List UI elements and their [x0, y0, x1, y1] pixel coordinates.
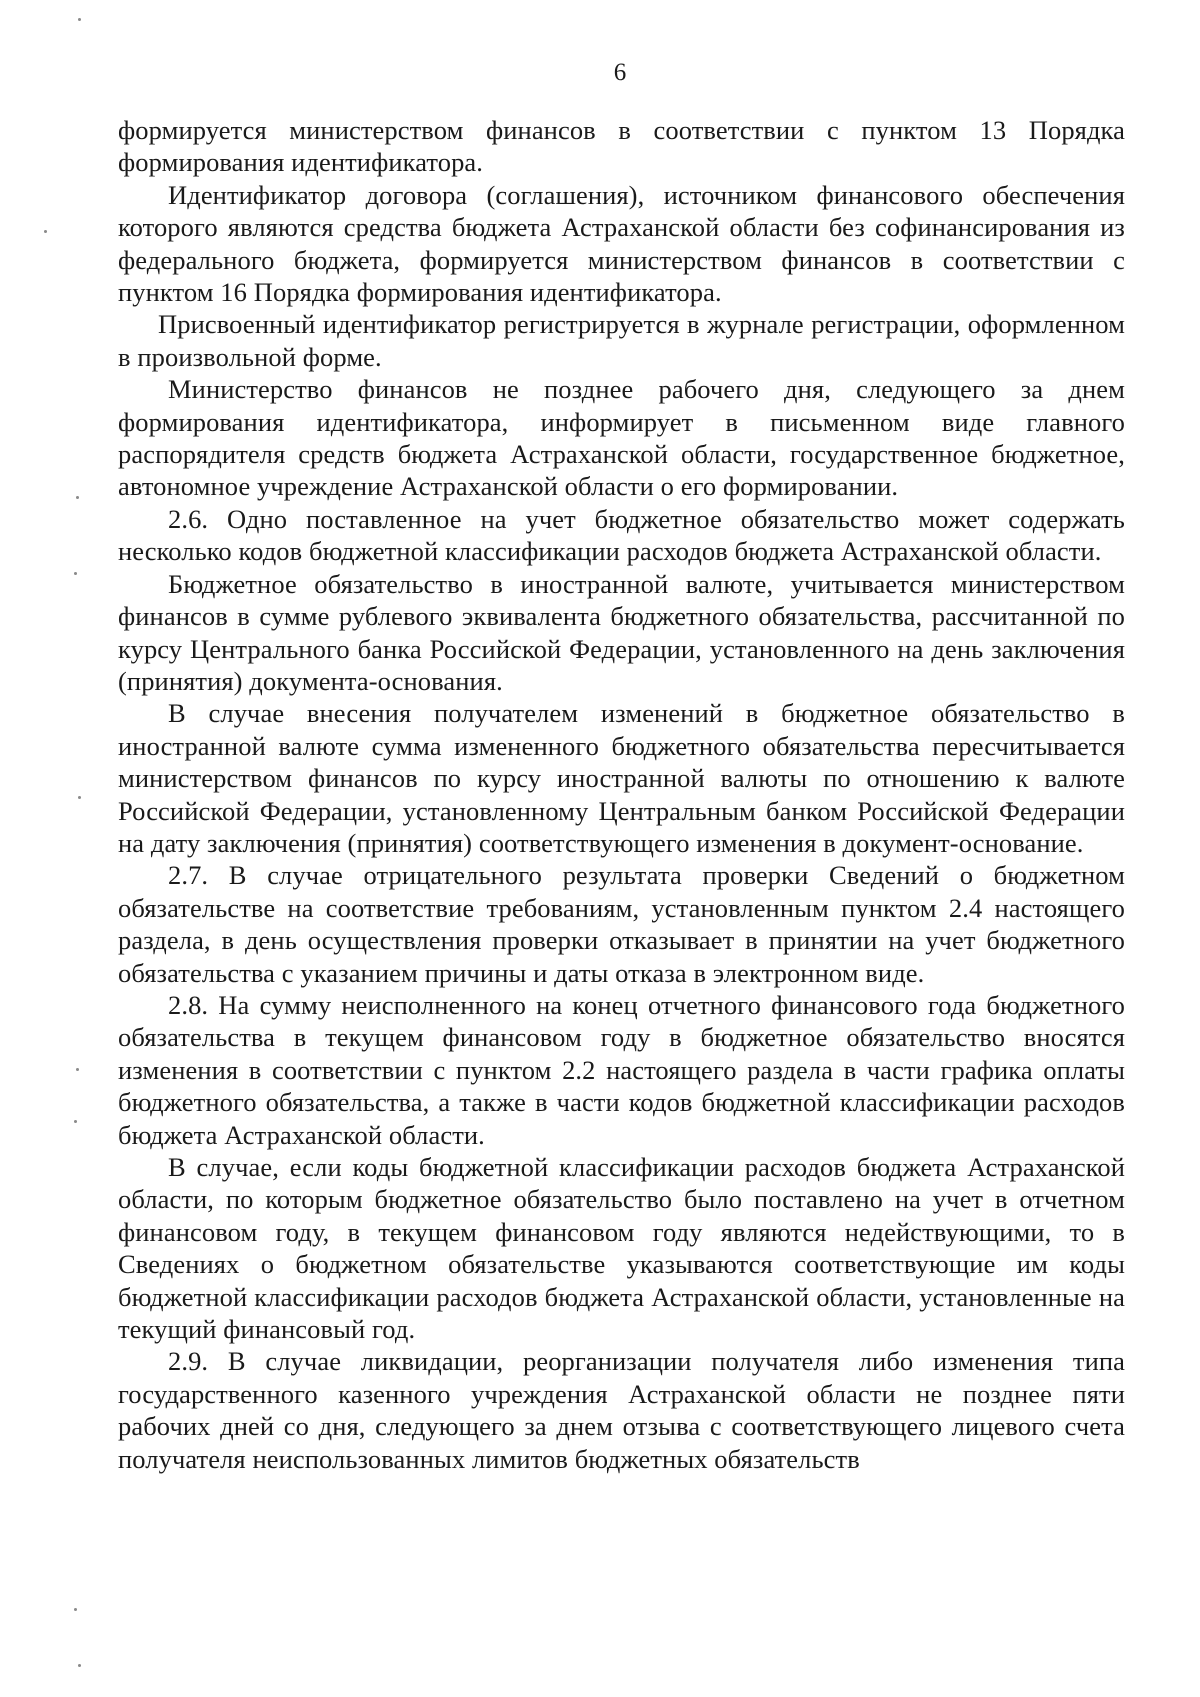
- scan-speck: [76, 1068, 79, 1071]
- paragraph: Министерство финансов не позднее рабочего дня, следующего за днем формирования идентификатора, информирует в письменном виде главного распорядителя средств бюджета Астраханской области, государственное бюджетное, автономное учреждение Астраханской области о его формировании.: [118, 374, 1125, 502]
- paragraph: Бюджетное обязательство в иностранной валюте, учитывается министерством финансов в сумме рублевого эквивалента бюджетного обязательства, рассчитанной по курсу Центрального банка Российской Федерации, установленного на день заключения (принятия) документа-основания.: [118, 568, 1125, 696]
- paragraph: 2.7. В случае отрицательного результата проверки Сведений о бюджетном обязательстве на соответствие требованиям, установленным пунктом 2.4 настоящего раздела, в день осуществления проверки отказывает в принятии на учет бюджетного обязательства с указанием причины и даты отказа в электронном виде.: [118, 860, 1125, 988]
- paragraph: формируется министерством финансов в соответствии с пунктом 13 Порядка формирования идентификатора.: [118, 115, 1125, 178]
- paragraph: Присвоенный идентификатор регистрируется в журнале регистрации, оформленном в произвольной форме.: [118, 309, 1125, 372]
- paragraph: Идентификатор договора (соглашения), источником финансового обеспечения которого являются средства бюджета Астраханской области без софинансирования из федерального бюджета, формируется министерством финансов в соответствии с пунктом 16 Порядка формирования идентификатора.: [118, 179, 1125, 308]
- paragraph: 2.9. В случае ликвидации, реорганизации получателя либо изменения типа государственного казенного учреждения Астраханской области не позднее пяти рабочих дней со дня, следующего за днем отзыва с соответствующего лицевого счета получателя неиспользованных лимитов бюджетных обязательств: [118, 1346, 1125, 1474]
- scan-speck: [74, 1608, 77, 1611]
- paragraph: В случае внесения получателем изменений в бюджетное обязательство в иностранной валюте сумма измененного бюджетного обязательства пересчитывается министерством финансов по курсу иностранной валюты по отношению к валюте Российской Федерации, установленному Центральным банком Российской Федерации на дату заключения (принятия) соответствующего изменения в документ-основание.: [118, 698, 1125, 858]
- scan-speck: [44, 230, 47, 233]
- document-body: [118, 114, 1125, 1475]
- scan-speck: [74, 572, 77, 575]
- scan-speck: [78, 796, 81, 799]
- paragraph: 2.6. Одно поставленное на учет бюджетное обязательство может содержать несколько кодов бюджетной классификации расходов бюджета Астраханской области.: [118, 503, 1125, 567]
- scan-speck: [76, 496, 79, 499]
- paragraph: 2.8. На сумму неисполненного на конец отчетного финансового года бюджетного обязательства в текущем финансовом году в бюджетное обязательство вносятся изменения в соответствии с пунктом 2.2 настоящего раздела в части графика оплаты бюджетного обязательства, а также в части кодов бюджетной классификации расходов бюджета Астраханской области.: [118, 989, 1125, 1150]
- page-number: 6: [613, 59, 627, 86]
- scan-speck: [74, 1120, 77, 1123]
- paragraph: В случае, если коды бюджетной классификации расходов бюджета Астраханской области, по которым бюджетное обязательство было поставлено на учет в отчетном финансовом году, в текущем финансовом году являются недействующими, то в Сведениях о бюджетном обязательстве указываются соответствующие им коды бюджетной классификации расходов бюджета Астраханской области, установленные на текущий финансовый год.: [118, 1152, 1125, 1345]
- scan-speck: [78, 1664, 81, 1667]
- scan-speck: [78, 18, 81, 21]
